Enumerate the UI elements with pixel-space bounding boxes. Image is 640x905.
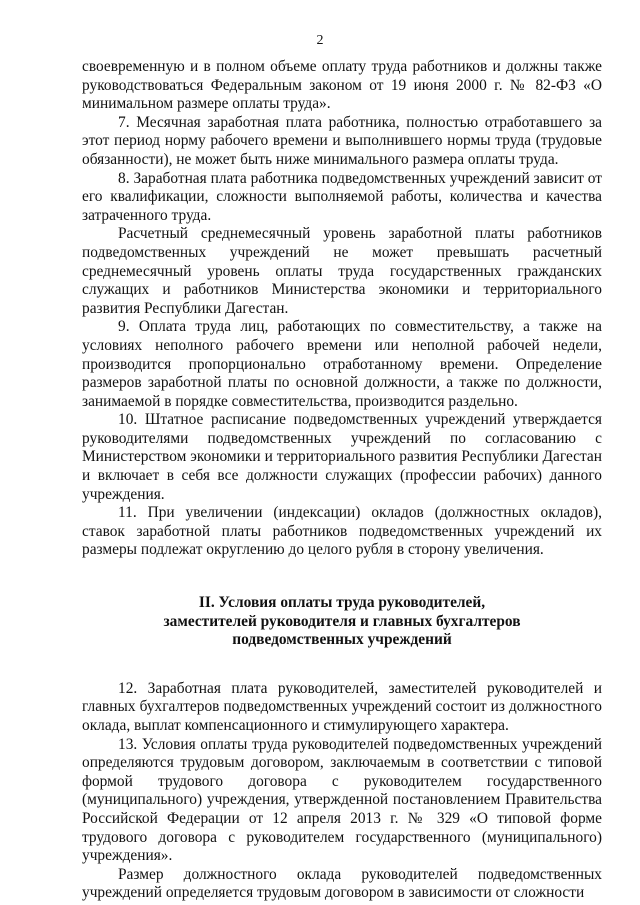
paragraph-10: 10. Штатное расписание подведомственных учреждений утверждается руководителями подведомственных учреждений по согласованию с Министерством экономики и территориального развития Республики Дагестан и включает в себя все должности служащих (профессии рабочих) данного учреждения. bbox=[82, 411, 602, 503]
paragraph-8-cont: Расчетный среднемесячный уровень заработной платы работников подведомственных учреждений не может превышать расчетный среднемесячный уровень оплаты труда государственных гражданских служащих и работников Министерства экономики и территориального развития Республики Дагестан. bbox=[82, 225, 602, 317]
paragraph-7: 7. Месячная заработная плата работника, полностью отработавшего за этот период норму рабочего времени и выполнившего нормы труда (трудовые обязанности), не может быть ниже минимального размера оплаты труда. bbox=[82, 113, 602, 168]
paragraph-13-cont: Размер должностного оклада руководителей подведомственных учреждений определяется трудовым договором в зависимости от сложности bbox=[82, 865, 602, 902]
paragraph-9: 9. Оплата труда лиц, работающих по совместительству, а также на условиях неполного рабочего времени или неполной рабочей недели, производится пропорционально отработанному времени. Определение размеров заработной платы по основной должности, а также по должности, занимаемой в порядке совместительства, производится раздельно. bbox=[82, 318, 602, 410]
section-heading bbox=[82, 594, 602, 650]
paragraph-8: 8. Заработная плата работника подведомственных учреждений зависит от его квалификации, сложности выполняемой работы, количества и качества затраченного труда. bbox=[82, 169, 602, 224]
paragraph-13: 13. Условия оплаты труда руководителей подведомственных учреждений определяются трудовым договором, заключаемым в соответствии с типовой формой трудового договора с руководителем государственного (муниципального) учреждения, утвержденной постановлением Правительства Российской Федерации от 12 апреля 2013 г. № 329 «О типовой форме трудового договора с руководителем государственного (муниципального) учреждения». bbox=[82, 735, 602, 865]
paragraph-12: 12. Заработная плата руководителей, заместителей руководителей и главных бухгалтеров подведомственных учреждений состоит из должностного оклада, выплат компенсационного и стимулирующего характера. bbox=[82, 679, 602, 734]
paragraph-continuation: своевременную и в полном объеме оплату труда работников и должны также руководствоваться Федеральным законом от 19 июня 2000 г. № 82-ФЗ «О минимальном размере оплаты труда». bbox=[82, 58, 602, 113]
document-body bbox=[82, 58, 602, 903]
paragraph-11: 11. При увеличении (индексации) окладов (должностных окладов), ставок заработной платы работников подведомственных учреждений их размеры подлежат округлению до целого рубля в сторону увеличения. bbox=[82, 504, 602, 559]
section-heading-line-3: подведомственных учреждений bbox=[232, 631, 452, 649]
section-heading-line-1: II. Условия оплаты труда руководителей, bbox=[198, 594, 486, 612]
page-number: 2 bbox=[316, 33, 324, 48]
section-heading-line-2: заместителей руководителя и главных бухгалтеров bbox=[163, 612, 521, 630]
